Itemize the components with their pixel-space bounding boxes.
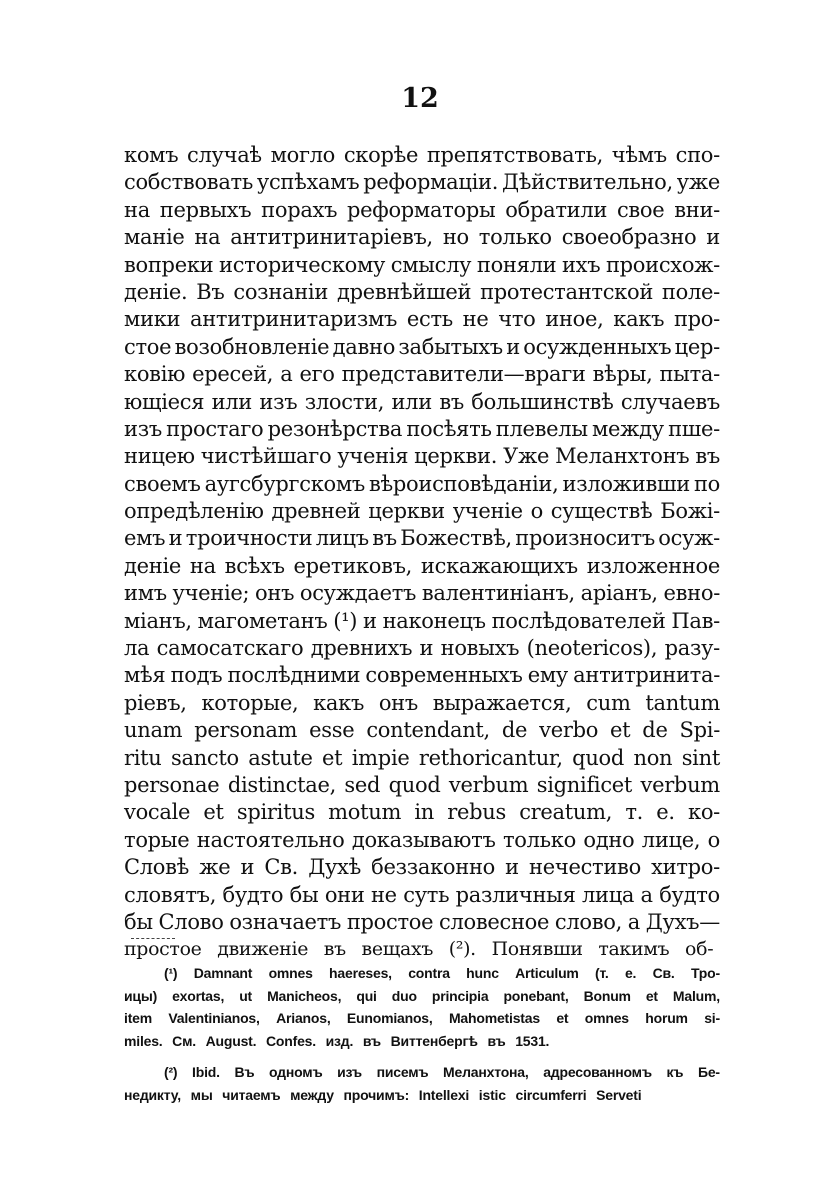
- body-line: ющіеся или изъ злости, или въ большинствѣ случаевъ: [124, 389, 720, 414]
- body-line: своемъ аугсбургскомъ вѣроисповѣданіи, изложивши по: [124, 471, 720, 496]
- body-line: на первыхъ порахъ реформаторы обратили свое вни-: [124, 197, 720, 222]
- body-line: мѣя подъ послѣдними современныхъ ему антитринита-: [124, 663, 720, 688]
- footnote-line: item Valentinianos, Arianos, Eunomianos, Mahometistas et omnes horum si-: [124, 1010, 720, 1026]
- body-line: изъ простаго резонѣрства посѣять плевелы между пше-: [124, 416, 720, 441]
- body-line: ковію ересей, а его представители—враги вѣры, пыта-: [124, 362, 720, 387]
- footnote-gap: [124, 1052, 720, 1061]
- body-line: ла самосатскаго древнихъ и новыхъ (neotericos), разу-: [124, 636, 720, 661]
- body-line: вопреки историческому смыслу поняли ихъ происхож-: [124, 252, 720, 277]
- body-line: vocale et spiritus motum in rebus creatum, т. е. ко-: [124, 800, 720, 825]
- body-line: словятъ, будто бы они не суть различныя лица а будто: [124, 882, 720, 907]
- body-line: міанъ, магометанъ (¹) и наконецъ послѣдователей Пав-: [124, 608, 720, 633]
- footnote-line: ицы) exortas, ut Manicheos, qui duo principia ponebant, Bonum et Malum,: [124, 987, 720, 1004]
- footnotes: [124, 962, 720, 1106]
- body-line: комъ случаѣ могло скорѣе препятствовать, чѣмъ спо-: [124, 143, 720, 167]
- body-text: [124, 142, 720, 964]
- body-line: ріевъ, которые, какъ онъ выражается, cum tantum: [124, 690, 720, 715]
- body-line: мики антитринитаризмъ есть не что иное, какъ про-: [124, 307, 720, 332]
- body-line: емъ и троичности лицъ въ Божествѣ, произноситъ осуж-: [124, 526, 720, 551]
- body-line: personae distinctae, sed quod verbum significet verbum: [124, 772, 720, 797]
- footnote-line: недикту, мы читаемъ между прочимъ: Intellexi istic circumferri Serveti: [124, 1086, 642, 1103]
- body-line: деніе на всѣхъ еретиковъ, искажающихъ изложенное: [124, 553, 720, 578]
- body-line: деніе. Въ сознаніи древнѣйшей протестантской поле-: [124, 279, 720, 304]
- body-line: стое возобновленіе давно забытыхъ и осужденныхъ цер-: [124, 334, 720, 359]
- footnote-line: (¹) Damnant omnes haereses, contra hunc Articulum (т. е. Св. Тро-: [164, 965, 720, 981]
- body-line: unam personam esse contendant, de verbo et de Spi-: [124, 718, 720, 743]
- body-line: опредѣленію древней церкви ученіе о существѣ Божі-: [124, 499, 720, 524]
- body-line: собствовать успѣхамъ реформаціи. Дѣйствительно, уже: [124, 170, 720, 195]
- body-line: бы Слово означаетъ простое словесное слово, а Духъ—: [124, 909, 720, 934]
- body-line: Словѣ же и Св. Духѣ беззаконно и нечестиво хитро-: [124, 855, 720, 880]
- footnote-line: miles. См. August. Confes. изд. въ Виттенбергѣ въ 1531.: [124, 1032, 550, 1049]
- body-line: имъ ученіе; онъ осуждаетъ валентиніанъ, аріанъ, евно-: [124, 581, 720, 606]
- body-line: простое движеніе въ вещахъ (²). Понявши такимъ об-: [124, 938, 714, 961]
- footnote-separator: [131, 938, 175, 939]
- body-line: ritu sancto astute et impie rethoricantur, quod non sint: [124, 745, 720, 770]
- body-line: ницею чистѣйшаго ученія церкви. Уже Меланхтонъ въ: [124, 444, 720, 469]
- body-line: торые настоятельно доказываютъ только одно лице, о: [124, 827, 720, 852]
- footnote-line: (²) Ibid. Въ одномъ изъ писемъ Меланхтона, адресованномъ къ Бе-: [164, 1064, 720, 1080]
- body-line: маніе на антитринитаріевъ, но только своеобразно и: [124, 225, 720, 250]
- page-number: 12: [401, 83, 439, 114]
